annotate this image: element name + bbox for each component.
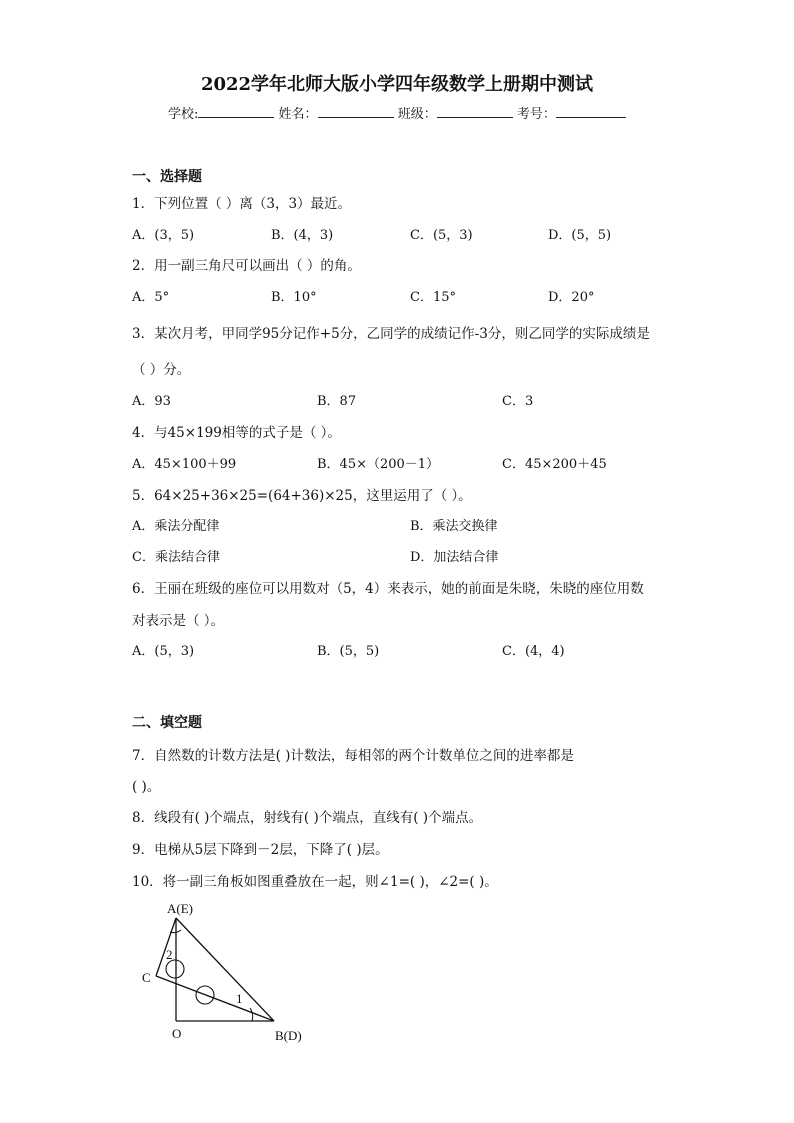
q4-option-b: B．45×（200－1） xyxy=(317,457,440,472)
q4-option-a: A．45×100＋99 xyxy=(132,457,237,472)
q4-option-c: C．45×200＋45 xyxy=(502,457,607,472)
section-heading-fill: 二、填空题 xyxy=(132,715,202,731)
name-label: 姓名： xyxy=(278,107,318,122)
label-angle-2: 2 xyxy=(166,947,173,962)
question-1: 1．下列位置（ ）离（3，3）最近。 xyxy=(132,196,352,212)
class-blank xyxy=(437,105,513,118)
q6-option-c: C．(4，4) xyxy=(502,644,565,659)
question-7-line-2: ( )。 xyxy=(132,779,161,795)
school-label: 学校: xyxy=(168,107,199,122)
question-9: 9．电梯从5层下降到－2层，下降了( )层。 xyxy=(132,842,389,858)
page-title: 2022学年北师大版小学四年级数学上册期中测试 xyxy=(200,74,594,95)
question-7-line-1: 7．自然数的计数方法是( )计数法，每相邻的两个计数单位之间的进率都是 xyxy=(132,748,574,764)
label-angle-1: 1 xyxy=(236,991,243,1006)
question-5: 5．64×25+36×25=(64+36)×25，这里运用了（ ）。 xyxy=(132,488,472,504)
question-3-line-1: 3．某次月考，甲同学95分记作+5分，乙同学的成绩记作-3分，则乙同学的实际成绩是 xyxy=(132,326,650,342)
right-angle-mark-c xyxy=(166,960,184,978)
question-6-line-2: 对表示是（ ）。 xyxy=(132,613,225,629)
q3-option-a: A．93 xyxy=(132,394,171,409)
segment-cb xyxy=(156,976,274,1021)
question-2: 2．用一副三角尺可以画出（ ）的角。 xyxy=(132,258,361,274)
question-8: 8．线段有( )个端点，射线有( )个端点，直线有( )个端点。 xyxy=(132,810,483,826)
q1-option-a: A．(3，5) xyxy=(132,228,195,243)
q2-option-d: D．20° xyxy=(548,290,595,305)
question-10: 10．将一副三角板如图重叠放在一起，则∠1=( )，∠2=( )。 xyxy=(132,874,498,890)
q1-option-c: C．(5，3) xyxy=(410,228,473,243)
segment-ab xyxy=(176,918,274,1021)
q5-option-c: C．乘法结合律 xyxy=(132,550,220,565)
q3-option-c: C．3 xyxy=(502,394,534,409)
q1-option-d: D．(5，5) xyxy=(548,228,612,243)
question-6-line-1: 6．王丽在班级的座位可以用数对（5，4）来表示，她的前面是朱晓，朱晓的座位用数 xyxy=(132,581,644,597)
q6-option-b: B．(5，5) xyxy=(317,644,380,659)
q1-option-b: B．(4，3) xyxy=(271,228,334,243)
q5-option-a: A．乘法分配律 xyxy=(132,519,220,534)
angle-1-arc xyxy=(250,1008,253,1021)
school-blank xyxy=(198,105,274,118)
q2-option-c: C．15° xyxy=(410,290,456,305)
q2-option-b: B．10° xyxy=(271,290,317,305)
section-heading-choice: 一、选择题 xyxy=(132,169,202,185)
q5-option-b: B．乘法交换律 xyxy=(410,519,498,534)
exam-no-label: 考号： xyxy=(516,107,556,122)
triangle-figure xyxy=(132,896,332,1056)
q5-option-d: D．加法结合律 xyxy=(410,550,499,565)
q6-option-a: A．(5，3) xyxy=(132,644,195,659)
label-b-d: B(D) xyxy=(275,1028,302,1043)
label-c: C xyxy=(142,970,151,985)
q2-option-a: A．5° xyxy=(132,290,170,305)
student-info-line xyxy=(168,103,626,122)
label-a-e: A(E) xyxy=(167,901,193,916)
class-label: 班级： xyxy=(397,107,437,122)
name-blank xyxy=(318,105,394,118)
question-4: 4．与45×199相等的式子是（ ）。 xyxy=(132,425,341,441)
exam-no-blank xyxy=(556,105,626,118)
q3-option-b: B．87 xyxy=(317,394,357,409)
label-o: O xyxy=(172,1026,182,1041)
question-3-line-2: （ ）分。 xyxy=(132,362,191,378)
